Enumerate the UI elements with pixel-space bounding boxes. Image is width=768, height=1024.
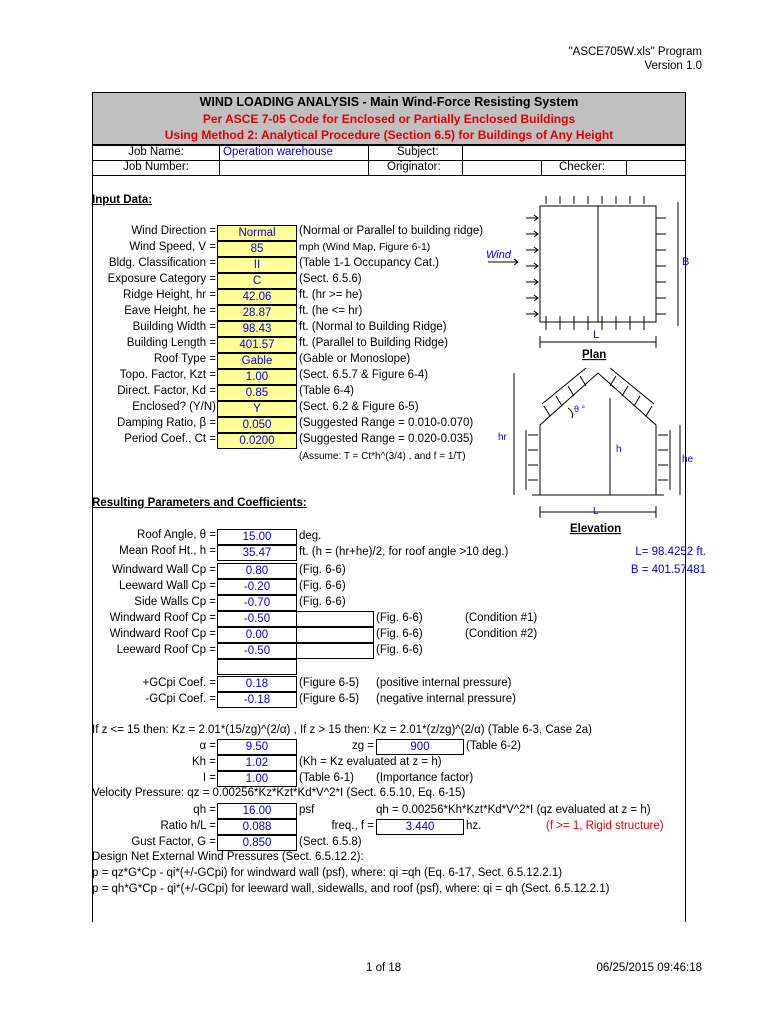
roof-cp-cond: (Condition #2) bbox=[465, 628, 538, 640]
gcpi-neg-note: (Figure 6-5) bbox=[299, 693, 360, 705]
input-note: (Suggested Range = 0.020-0.035) bbox=[299, 433, 474, 445]
input-label: Wind Speed, V = bbox=[129, 241, 216, 253]
roof-cp-cond: (Condition #1) bbox=[465, 612, 538, 624]
cp-value: 0.80 bbox=[217, 563, 297, 579]
roof-cp-label: Leeward Roof Cp = bbox=[116, 644, 216, 656]
gust-note: (Sect. 6.5.8) bbox=[299, 836, 362, 848]
input-label: Enclosed? (Y/N) bbox=[132, 401, 216, 413]
input-note: (Table 1-1 Occupancy Cat.) bbox=[299, 257, 439, 269]
print-date: 06/25/2015 09:46:18 bbox=[596, 962, 702, 974]
input-note: (Table 6-4) bbox=[299, 385, 354, 397]
input-label: Exposure Category = bbox=[107, 273, 216, 285]
b-result: B = 401.57481 bbox=[630, 564, 706, 576]
roof-cp-label: Windward Roof Cp = bbox=[109, 612, 216, 624]
kh-label: Kh = bbox=[192, 756, 216, 768]
qh-label: qh = bbox=[193, 804, 216, 816]
input-value[interactable]: 98.43 bbox=[217, 321, 297, 337]
input-note: (Sect. 6.5.6) bbox=[299, 273, 362, 285]
importance-note: (Table 6-1) bbox=[299, 772, 354, 784]
roof-angle-note: deg. bbox=[299, 530, 322, 542]
program-file: "ASCE705W.xls" Program bbox=[568, 46, 702, 58]
cp-note: (Fig. 6-6) bbox=[299, 580, 346, 592]
hr-label: hr bbox=[498, 432, 507, 443]
input-note: ft. (he <= hr) bbox=[299, 305, 363, 317]
qh-unit: psf bbox=[299, 804, 315, 816]
cp-label: Side Walls Cp = bbox=[134, 596, 216, 608]
l-dimension-label: L bbox=[593, 329, 600, 341]
velocity-formula: Velocity Pressure: qz = 0.00256*Kz*Kzt*Kd*V^2*I (Sect. 6.5.10, Eq. 6-15) bbox=[92, 787, 466, 799]
input-note: (Sect. 6.5.7 & Figure 6-4) bbox=[299, 369, 429, 381]
zg-label: zg = bbox=[351, 740, 374, 752]
elevation-label: Elevation bbox=[570, 523, 622, 535]
input-value[interactable]: 42.06 bbox=[217, 289, 297, 305]
input-value[interactable]: 0.0200 bbox=[217, 433, 297, 449]
checker-value-cell[interactable] bbox=[626, 160, 686, 176]
zg-value: 900 bbox=[376, 739, 464, 755]
input-note: mph (Wind Map, Figure 6-1) bbox=[299, 241, 431, 253]
roof-cp-blank bbox=[296, 643, 374, 659]
ratio-value: 0.088 bbox=[217, 819, 297, 835]
input-label: Period Coef., Ct = bbox=[124, 433, 216, 445]
alpha-value: 9.50 bbox=[217, 739, 297, 755]
plan-view bbox=[488, 196, 678, 348]
input-label: Topo. Factor, Kzt = bbox=[119, 369, 216, 381]
plan-top-arrows bbox=[546, 196, 644, 330]
input-label: Eave Height, he = bbox=[124, 305, 216, 317]
h-label: h bbox=[616, 444, 622, 455]
input-value[interactable]: II bbox=[217, 257, 297, 273]
kh-value: 1.02 bbox=[217, 755, 297, 771]
plan-left-arrows bbox=[526, 215, 538, 317]
mean-height-note: ft. (h = (hr+he)/2, for roof angle >10 deg.) bbox=[299, 546, 509, 558]
wind-label: Wind bbox=[486, 249, 511, 261]
mean-height-value: 35.47 bbox=[217, 545, 297, 561]
kh-note: (Kh = Kz evaluated at z = h) bbox=[299, 756, 442, 768]
gcpi-neg-label: -GCpi Coef. = bbox=[145, 693, 216, 705]
roof-cp-blank bbox=[296, 627, 374, 643]
theta-label: θ ° bbox=[574, 404, 586, 414]
gcpi-pos-value: 0.18 bbox=[217, 676, 297, 692]
cp-label: Leeward Wall Cp = bbox=[118, 580, 216, 592]
job-name-label: Job Name: bbox=[128, 146, 184, 158]
input-note: (Gable or Monoslope) bbox=[299, 353, 411, 365]
input-note: ft. (Normal to Building Ridge) bbox=[299, 321, 447, 333]
kz-formula: If z <= 15 then: Kz = 2.01*(15/zg)^(2/α) , If z > 15 then: Kz = 2.01*(z/zg)^(2/α) (Table 6-3, Case 2a) bbox=[92, 724, 592, 736]
design-heading: Design Net External Wind Pressures (Sect. 6.5.12.2): bbox=[92, 851, 364, 863]
cp-note: (Fig. 6-6) bbox=[299, 596, 346, 608]
input-label: Ridge Height, hr = bbox=[122, 289, 216, 301]
blank-row bbox=[217, 659, 297, 675]
subject-value-cell[interactable] bbox=[462, 145, 686, 161]
pressure-formula-1: p = qz*G*Cp - qi*(+/-GCpi) for windward wall (psf), where: qi =qh (Eq. 6-17, Sect. 6.5.12.2.1) bbox=[92, 867, 563, 879]
freq-value: 3.440 bbox=[376, 819, 464, 835]
input-note: ft. (hr >= he) bbox=[299, 289, 363, 301]
ratio-label: Ratio h/L = bbox=[160, 820, 216, 832]
gcpi-neg-desc: (negative internal pressure) bbox=[376, 693, 516, 705]
gcpi-neg-value: -0.18 bbox=[217, 692, 297, 708]
he-label: he bbox=[682, 454, 694, 465]
l-elev-label: L bbox=[593, 506, 599, 517]
gust-label: Gust Factor, G = bbox=[131, 836, 216, 848]
checker-label: Checker: bbox=[559, 161, 606, 173]
input-value[interactable]: Gable bbox=[217, 353, 297, 369]
qh-value: 16.00 bbox=[217, 803, 297, 819]
subject-label: Subject: bbox=[397, 146, 439, 158]
plan-right-arrows bbox=[656, 218, 666, 314]
freq-note: (f >= 1, Rigid structure) bbox=[546, 820, 664, 832]
input-note: (Sect. 6.2 & Figure 6-5) bbox=[299, 401, 419, 413]
input-heading: Input Data: bbox=[92, 194, 153, 206]
program-version: Version 1.0 bbox=[644, 60, 702, 72]
building-diagram bbox=[470, 190, 694, 550]
input-value[interactable]: 85 bbox=[217, 241, 297, 257]
roof-cp-note: (Fig. 6-6) bbox=[376, 644, 423, 656]
results-heading: Resulting Parameters and Coefficients: bbox=[92, 497, 307, 509]
elevation-view bbox=[514, 368, 680, 518]
wall-arrows bbox=[526, 430, 670, 490]
title-line2: Per ASCE 7-05 Code for Enclosed or Partially Enclosed Buildings bbox=[202, 112, 576, 126]
roof-cp-note: (Fig. 6-6) bbox=[376, 612, 423, 624]
input-value[interactable]: 0.050 bbox=[217, 417, 297, 433]
job-number-value-cell[interactable] bbox=[219, 160, 369, 176]
alpha-label: α = bbox=[199, 740, 216, 752]
freq-unit: hz. bbox=[466, 820, 482, 832]
qh-note: qh = 0.00256*Kh*Kzt*Kd*V^2*I (qz evaluated at z = h) bbox=[376, 804, 651, 816]
freq-label: freq., f = bbox=[331, 820, 374, 832]
mean-height-label: Mean Roof Ht., h = bbox=[119, 545, 216, 557]
page-number: 1 of 18 bbox=[366, 962, 402, 974]
gcpi-pos-label: +GCpi Coef. = bbox=[142, 677, 216, 689]
assume-note: (Assume: T = Ct*h^(3/4) , and f = 1/T) bbox=[299, 451, 466, 462]
input-value[interactable]: Normal bbox=[217, 225, 297, 241]
gust-value: 0.850 bbox=[217, 835, 297, 851]
originator-value-cell[interactable] bbox=[462, 160, 542, 176]
input-label: Wind Direction = bbox=[131, 225, 216, 237]
originator-label: Originator: bbox=[387, 161, 441, 173]
b-dimension-label: B bbox=[682, 256, 690, 268]
input-label: Bldg. Classification = bbox=[108, 257, 216, 269]
importance-value: 1.00 bbox=[217, 771, 297, 787]
roof-cp-value: -0.50 bbox=[217, 643, 297, 659]
input-label: Building Length = bbox=[126, 337, 216, 349]
input-note: ft. (Parallel to Building Ridge) bbox=[299, 337, 448, 349]
title-line1: WIND LOADING ANALYSIS - Main Wind-Force Resisting System bbox=[199, 95, 579, 109]
input-label: Direct. Factor, Kd = bbox=[117, 385, 216, 397]
zg-note: (Table 6-2) bbox=[466, 740, 521, 752]
input-value[interactable]: 401.57 bbox=[217, 337, 297, 353]
gcpi-pos-note: (Figure 6-5) bbox=[299, 677, 360, 689]
plan-label: Plan bbox=[582, 349, 607, 361]
roof-cp-label: Windward Roof Cp = bbox=[109, 628, 216, 640]
gcpi-pos-desc: (positive internal pressure) bbox=[376, 677, 512, 689]
roof-cp-value: -0.50 bbox=[217, 611, 297, 627]
cp-note: (Fig. 6-6) bbox=[299, 564, 346, 576]
input-label: Roof Type = bbox=[153, 353, 216, 365]
title-line3: Using Method 2: Analytical Procedure (Section 6.5) for Buildings of Any Height bbox=[164, 128, 614, 142]
roof-cp-blank bbox=[296, 611, 374, 627]
pressure-formula-2: p = qh*G*Cp - qi*(+/-GCpi) for leeward wall, sidewalls, and roof (psf), where: qi = qh (Sect. 6.5.12.2.1) bbox=[92, 883, 610, 895]
roof-angle-value: 15.00 bbox=[217, 529, 297, 545]
roof-cp-note: (Fig. 6-6) bbox=[376, 628, 423, 640]
l-result: L= 98.4252 ft. bbox=[635, 546, 706, 558]
input-value[interactable]: C bbox=[217, 273, 297, 289]
roof-cp-value: 0.00 bbox=[217, 627, 297, 643]
input-value[interactable]: Y bbox=[217, 401, 297, 417]
roof-angle-label: Roof Angle, θ = bbox=[137, 529, 216, 541]
input-label: Building Width = bbox=[132, 321, 216, 333]
job-name-value[interactable]: Operation warehouse bbox=[223, 146, 333, 158]
input-label: Damping Ratio, β = bbox=[117, 417, 216, 429]
cp-value: -0.20 bbox=[217, 579, 297, 595]
input-value[interactable]: 0.85 bbox=[217, 385, 297, 401]
cp-label: Windward Wall Cp = bbox=[111, 564, 216, 576]
job-number-label: Job Number: bbox=[123, 161, 189, 173]
input-note: (Normal or Parallel to building ridge) bbox=[299, 225, 484, 237]
importance-label: I = bbox=[202, 772, 216, 784]
importance-desc: (Importance factor) bbox=[376, 772, 474, 784]
input-value[interactable]: 1.00 bbox=[217, 369, 297, 385]
input-note: (Suggested Range = 0.010-0.070) bbox=[299, 417, 474, 429]
cp-value: -0.70 bbox=[217, 595, 297, 611]
input-value[interactable]: 28.87 bbox=[217, 305, 297, 321]
